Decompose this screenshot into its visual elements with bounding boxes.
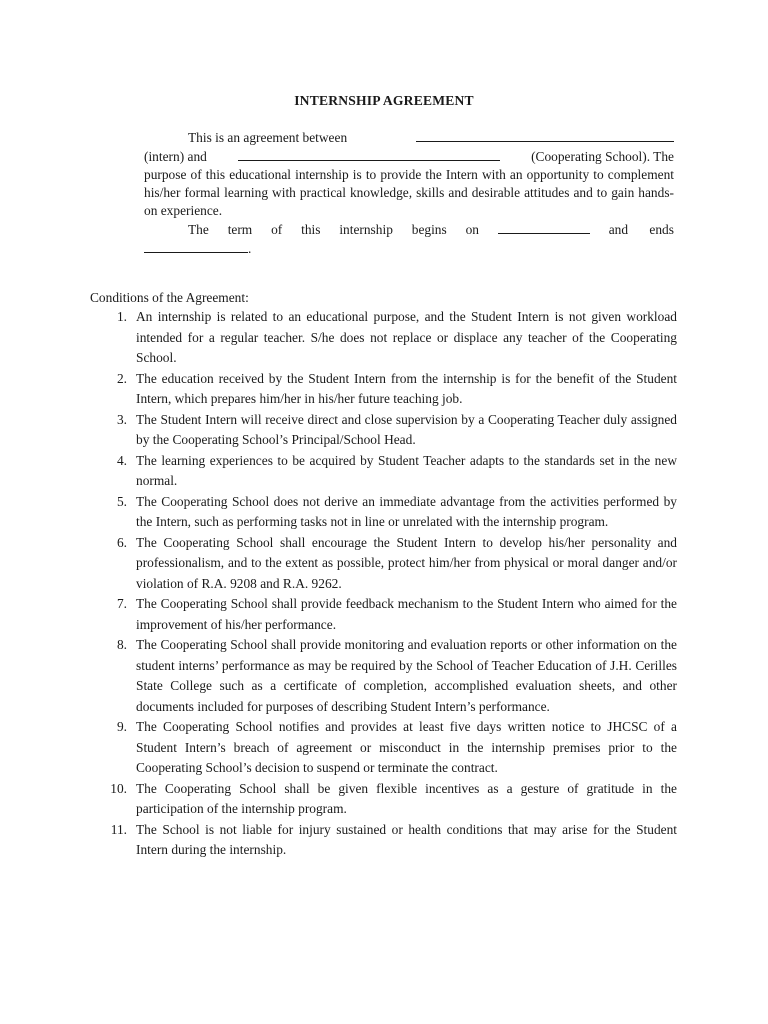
condition-item: 1. An internship is related to an educational purpose, and the Student Intern is not given workload intended for a regular teacher. S/he does not replace or displace any teacher of the Cooperating School. <box>116 309 677 365</box>
condition-item: 10. The Cooperating School shall be given flexible incentives as a gesture of gratitude in the participation of the internship program. <box>110 780 677 816</box>
intro-school-label: (Cooperating School). The <box>531 149 674 164</box>
term-line-2 <box>144 239 674 258</box>
intern-name-blank <box>416 128 674 142</box>
term-word-6: on <box>465 222 479 237</box>
condition-item: 4. The learning experiences to be acquired by Student Teacher adapts to the standards set in the new normal. <box>116 452 677 488</box>
condition-item: 8. The Cooperating School shall provide monitoring and evaluation reports or other information on the student interns’ performance as may be required by the School of Teacher Education of J.H. Cerilles State College such as a certificate of completion, accomplished evaluation sheets, and other documents included for purposes of describing Student Intern’s performance. <box>116 637 677 714</box>
conditions-list <box>110 307 677 861</box>
term-word-5: begins <box>411 222 447 237</box>
intro-paragraph <box>144 128 674 220</box>
condition-item: 2. The education received by the Student Intern from the internship is for the benefit of the Student Intern, which prepares him/her in his/her future teaching job. <box>116 370 677 406</box>
intro-intern-label: (intern) and <box>144 149 207 164</box>
condition-text: The Cooperating School shall be given flexible incentives as a gesture of gratitude in the participation of the internship program. <box>136 780 677 816</box>
conditions-heading: Conditions of the Agreement: <box>90 290 249 305</box>
intro-line-2 <box>144 147 674 166</box>
condition-item: 7. The Cooperating School shall provide feedback mechanism to the Student Intern who aimed for the improvement of his/her performance. <box>116 596 677 632</box>
document-title: INTERNSHIP AGREEMENT <box>294 93 474 108</box>
condition-text: The Cooperating School notifies and provides at least five days written notice to JHCSC of a Student Intern’s breach of agreement or misconduct in the internship premises prior to the Cooperating School’s decision to suspend or terminate the contract. <box>136 719 677 775</box>
condition-text: The Cooperating School shall encourage the Student Intern to develop his/her personality and professionalism, and to the extent as possible, protect him/her from physical or moral danger and/or violation of R.A. 9208 and R.A. 9262. <box>136 534 677 591</box>
intro-rest-text: purpose of this educational internship is to provide the Intern with an opportunity to complement his/her formal learning with practical knowledge, skills and desirable attitudes and to gain hands-on experience. <box>144 167 674 218</box>
condition-item: 9. The Cooperating School notifies and provides at least five days written notice to JHCSC of a Student Intern’s breach of agreement or misconduct in the internship premises prior to the Cooperating School’s decision to suspend or terminate the contract. <box>116 719 677 775</box>
term-line-1 <box>144 220 674 239</box>
term-ends-text: and ends <box>608 222 674 237</box>
term-end-punct: . <box>248 241 252 256</box>
term-word-3: this <box>301 222 321 237</box>
intro-line-1 <box>144 128 674 147</box>
condition-item: 3. The Student Intern will receive direct and close supervision by a Cooperating Teacher duly assigned by the Cooperating School’s Principal/School Head. <box>116 411 677 447</box>
condition-text: An internship is related to an educational purpose, and the Student Intern is not given workload intended for a regular teacher. S/he does not replace or displace any teacher of the Cooperating School. <box>136 309 677 365</box>
term-word-4: internship <box>339 222 393 237</box>
condition-item: 6. The Cooperating School shall encourage the Student Intern to develop his/her personality and professionalism, and to the extent as possible, protect him/her from physical or moral danger and/or violation of R.A. 9208 and R.A. 9262. <box>116 534 677 591</box>
end-date-blank <box>144 239 248 253</box>
term-word-1: term <box>227 222 253 237</box>
term-paragraph <box>144 220 674 258</box>
condition-item: 11. The School is not liable for injury sustained or health conditions that may arise for the Student Intern during the internship. <box>110 821 677 857</box>
term-word-2: of <box>271 222 283 237</box>
term-word-0: The <box>188 222 209 237</box>
condition-text: The Student Intern will receive direct and close supervision by a Cooperating Teacher duly assigned by the Cooperating School’s Principal/School Head. <box>136 411 677 447</box>
condition-text: The education received by the Student Intern from the internship is for the benefit of the Student Intern, which prepares him/her in his/her future teaching job. <box>136 370 677 406</box>
school-name-blank <box>238 147 500 161</box>
condition-text: The Cooperating School does not derive an immediate advantage from the activities performed by the Intern, such as performing tasks not in line or unrelated with the internship program. <box>136 493 677 529</box>
condition-item: 5. The Cooperating School does not derive an immediate advantage from the activities performed by the Intern, such as performing tasks not in line or unrelated with the internship program. <box>116 493 677 529</box>
condition-text: The Cooperating School shall provide monitoring and evaluation reports or other information on the student interns’ performance as may be required by the School of Teacher Education of J.H. Cerilles State College such as a certificate of completion, accomplished evaluation sheets, and other documents included for purposes of describing Student Intern’s performance. <box>136 637 677 714</box>
intro-section <box>144 128 674 258</box>
start-date-blank <box>498 220 590 234</box>
intro-line1-text: This is an agreement between <box>188 130 348 145</box>
condition-text: The School is not liable for injury sustained or health conditions that may arise for the Student Intern during the internship. <box>136 821 677 857</box>
condition-text: The Cooperating School shall provide feedback mechanism to the Student Intern who aimed for the improvement of his/her performance. <box>136 596 677 632</box>
condition-text: The learning experiences to be acquired by Student Teacher adapts to the standards set in the new normal. <box>136 452 677 488</box>
